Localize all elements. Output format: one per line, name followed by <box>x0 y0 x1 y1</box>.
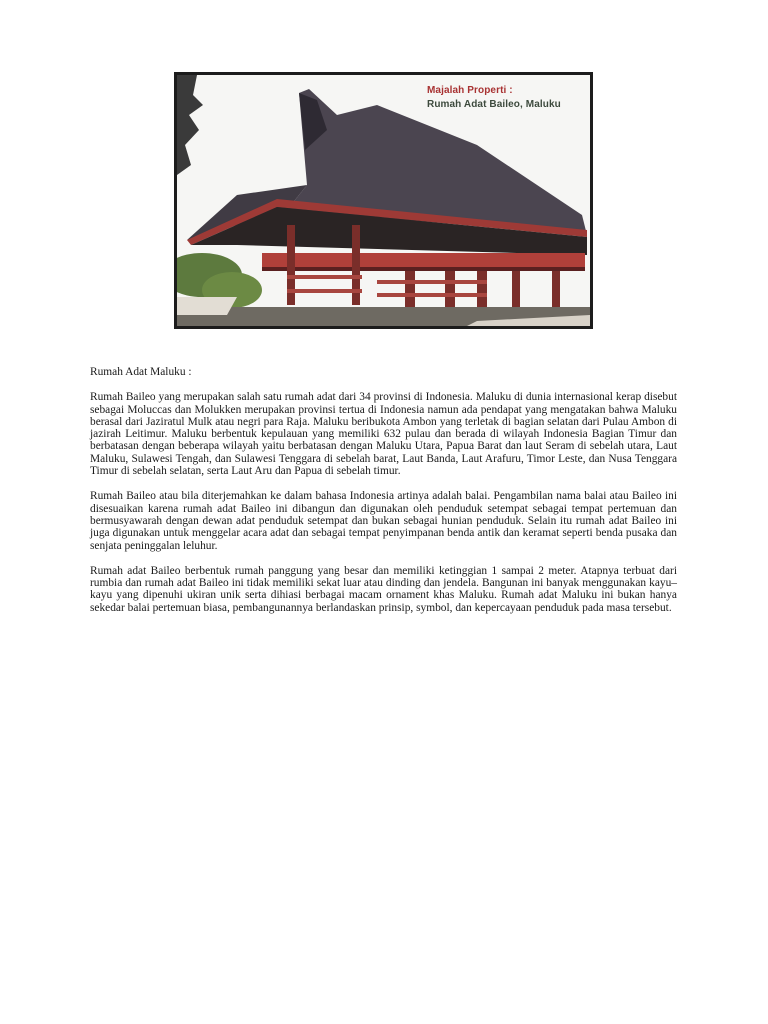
document-body <box>90 366 677 627</box>
caption-publisher: Majalah Properti : <box>427 85 513 96</box>
photo-caption <box>427 84 561 112</box>
house-photo <box>174 72 593 329</box>
paragraph-intro: Rumah Baileo yang merupakan salah satu rumah adat dari 34 provinsi di Indonesia. Maluku di dunia internasional kerap disebut sebagai Moluccas dan Molukken merupakan provinsi tertua di Indonesia namun ada pendapat yang mengatakan bahwa Maluku berasal dari Jaziratul Mulk atau negri para Raja. Maluku beribukota Ambon yang terletak di bagian selatan dari Pulau Ambon di jazirah Leitimur. Maluku berbentuk kepulauan yang memiliki 632 pulau dan berada di wilayah Indonesia Bagian Timur dan berbatasan dengan beberapa wilayah yaitu berbatasan dengan Maluku Utara, Papua Barat dan laut Seram di sebelah utara, Laut Maluku, Sulawesi Tengah, dan Sulawesi Tenggara di sebelah barat, Laut Banda, Laut Arafuru, Timor Leste, dan Nusa Tenggara Timur di sebelah selatan, serta Laut Aru dan Papua di sebelah timur. <box>90 391 677 478</box>
paragraph-meaning: Rumah Baileo atau bila diterjemahkan ke dalam bahasa Indonesia artinya adalah balai. Pengambilan nama balai atau Baileo ini disesuaikan karena rumah adat Baileo ini dibangun dan digunakan oleh penduduk setempat sebagai tempat pertemuan dan bermusyawarah dengan dewan adat penduduk setempat dan bukan sebagai hunian penduduk. Selain itu rumah adat Baileo ini juga digunakan untuk menggelar acara adat dan sebagai tempat penyimpanan benda antik dan keramat seperti benda pusaka dan senjata peninggalan leluhur. <box>90 490 677 552</box>
paragraph-structure: Rumah adat Baileo berbentuk rumah panggung yang besar dan memiliki ketinggian 1 sampai 2 meter. Atapnya terbuat dari rumbia dan rumah adat Baileo ini tidak memiliki sekat luar atau dinding dan jendela. Bangunan ini banyak menggunakan kayu–kayu yang dipenuhi ukiran unik serta dihiasi berbagai macam ornament khas Maluku. Rumah adat Maluku ini bukan hanya sekedar balai pertemuan biasa, pembangunannya berlandaskan prinsip, symbol, dan kepercayaan penduduk pada masa tersebut. <box>90 564 677 614</box>
baileo-house-illustration <box>177 75 590 326</box>
section-heading: Rumah Adat Maluku : <box>90 366 192 378</box>
caption-title: Rumah Adat Baileo, Maluku <box>427 99 561 110</box>
